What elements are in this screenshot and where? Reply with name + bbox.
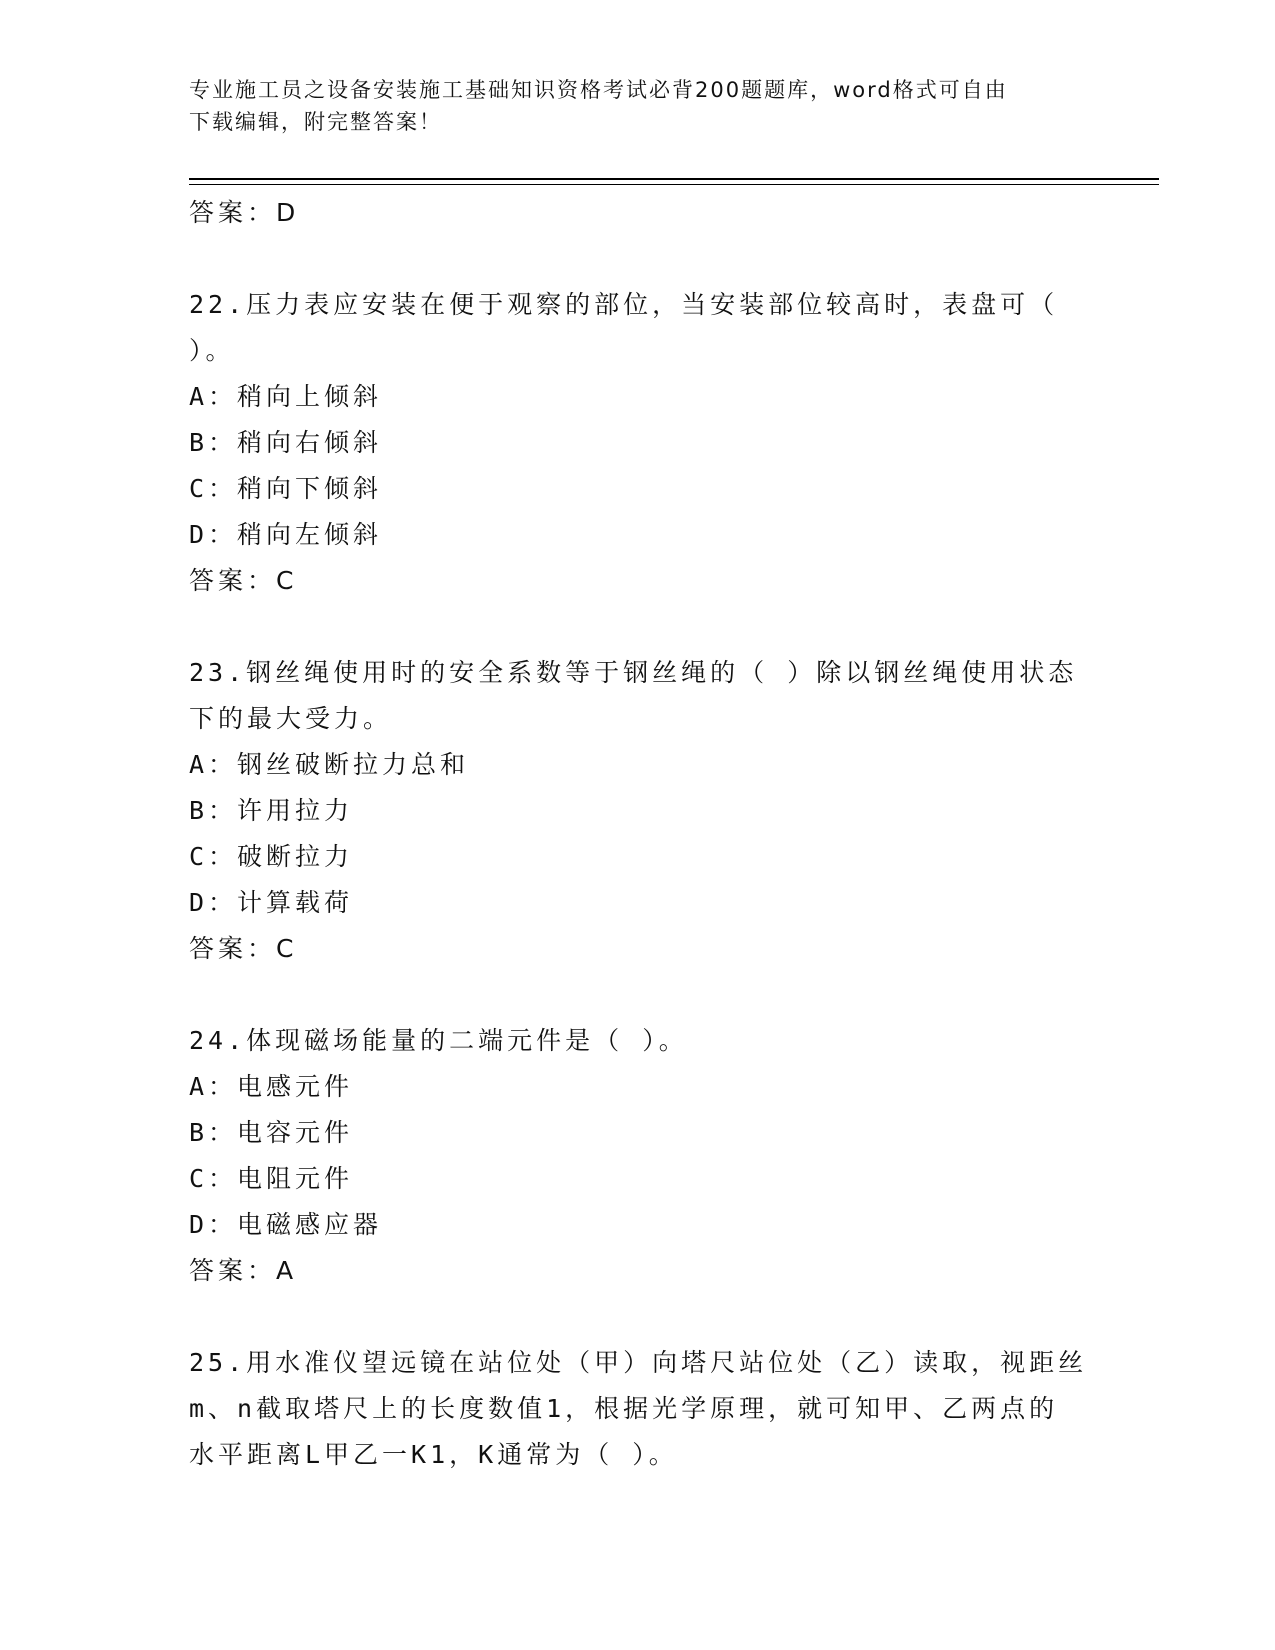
question-text-line: 24.体现磁场能量的二端元件是（ ）。 [189,1026,688,1055]
document-header [189,74,1089,138]
question-text-line: 水平距离L甲乙一K1，K通常为（ ）。 [189,1440,678,1469]
question-text-line: 25.用水准仪望远镜在站位处（甲）向塔尺站位处（乙）读取，视距丝 [189,1348,1088,1377]
answer: 答案：C [189,566,298,595]
answer: 答案：A [189,1256,298,1285]
option-b: B：电容元件 [189,1118,354,1147]
question-text [189,282,1089,374]
answer-21: 答案：D [189,198,300,227]
header-rule-thick [189,178,1159,180]
option-a: A：钢丝破断拉力总和 [189,750,470,779]
question-text-line: 下的最大受力。 [189,704,393,733]
question-23 [189,650,1089,972]
question-text [189,1018,1089,1064]
option-d: D：稍向左倾斜 [189,520,383,549]
question-22 [189,282,1089,604]
question-text-line: 22.压力表应安装在便于观察的部位，当安装部位较高时，表盘可（ [189,290,1059,319]
question-text-line: ）。 [189,336,235,365]
option-c: C：稍向下倾斜 [189,474,383,503]
header-line-2: 下载编辑，附完整答案！ [189,110,442,134]
option-a: A：稍向上倾斜 [189,382,383,411]
question-24 [189,1018,1089,1294]
question-25 [189,1340,1089,1478]
option-c: C：破断拉力 [189,842,354,871]
option-c: C：电阻元件 [189,1164,354,1193]
option-d: D：电磁感应器 [189,1210,383,1239]
question-text [189,650,1089,742]
option-a: A：电感元件 [189,1072,354,1101]
question-text [189,1340,1089,1478]
option-b: B：稍向右倾斜 [189,428,383,457]
option-d: D：计算载荷 [189,888,354,917]
question-text-line: m、n截取塔尺上的长度数值1，根据光学原理，就可知甲、乙两点的 [189,1394,1059,1423]
question-text-line: 23.钢丝绳使用时的安全系数等于钢丝绳的（ ）除以钢丝绳使用状态 [189,658,1078,687]
header-rule-thin [189,184,1159,185]
answer: 答案：C [189,934,298,963]
question-list [189,190,1089,1478]
header-line-1: 专业施工员之设备安装施工基础知识资格考试必背200题题库，word格式可自由 [189,78,1008,102]
option-b: B：许用拉力 [189,796,354,825]
